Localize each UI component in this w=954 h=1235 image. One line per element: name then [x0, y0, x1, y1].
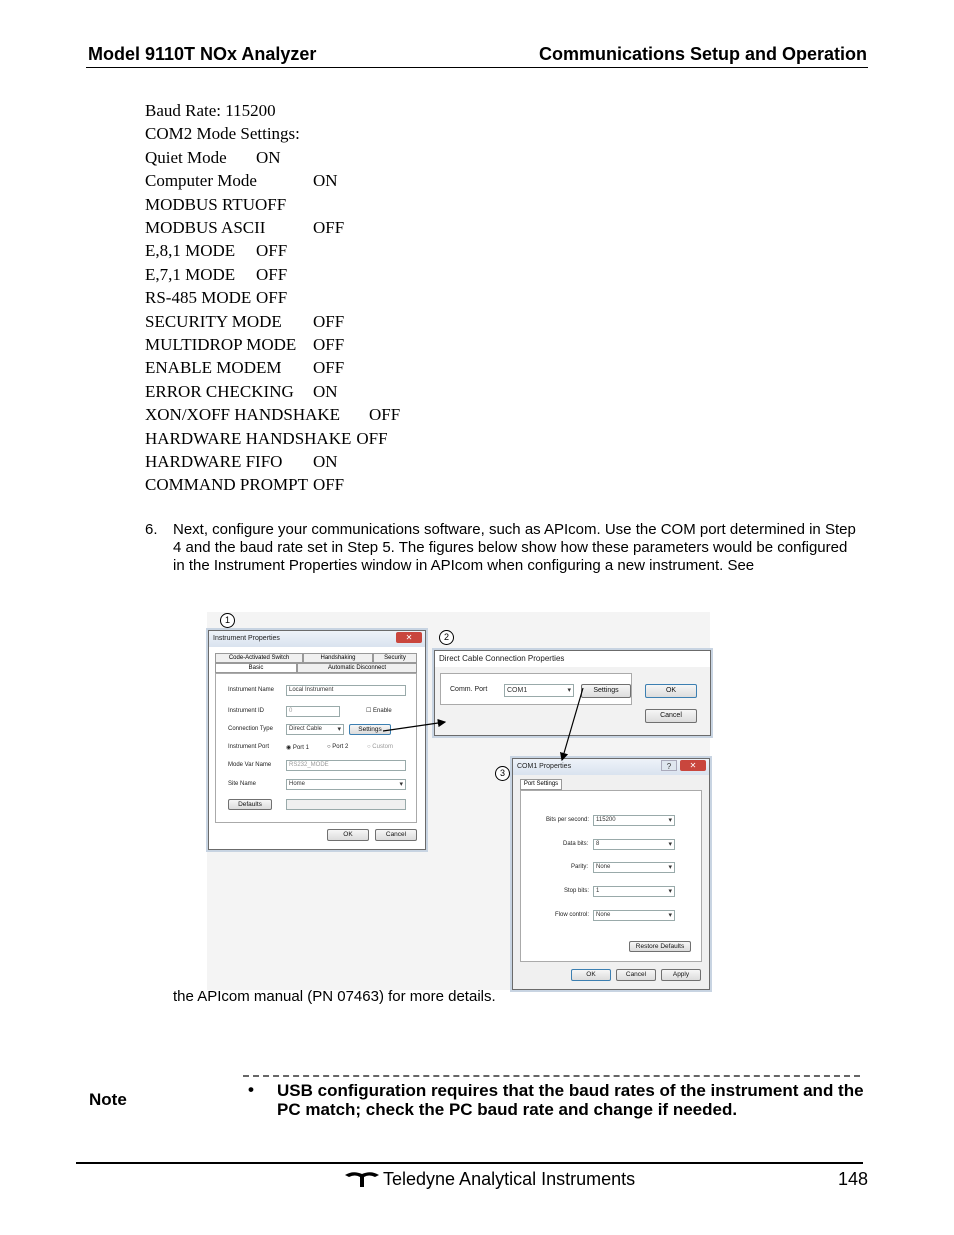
- tab-security[interactable]: Security: [373, 653, 417, 663]
- header-rule: [86, 67, 868, 68]
- marker-1: 1: [220, 613, 235, 628]
- arrow-overlay: [207, 612, 710, 990]
- tab-port-settings[interactable]: Port Settings: [520, 779, 562, 790]
- window-title: COM1 Properties: [513, 759, 709, 775]
- setting-value: OFF: [313, 358, 345, 378]
- note-bullet: •: [248, 1080, 254, 1099]
- setting-label: E,8,1 MODE: [145, 241, 236, 261]
- setting-row: [145, 124, 300, 144]
- settings-button[interactable]: Settings: [349, 724, 391, 735]
- setting-label: ERROR CHECKING: [145, 381, 294, 401]
- instrument-name-input[interactable]: Local Instrument: [286, 685, 406, 696]
- setting-label: COM2 Mode Settings:: [145, 124, 300, 144]
- flow-control-select[interactable]: None ▾: [593, 910, 675, 921]
- setting-value: OFF: [256, 264, 288, 284]
- arrow-2-to-3: [562, 688, 583, 760]
- setting-value: OFF: [313, 218, 345, 237]
- setting-row: [145, 358, 345, 378]
- note-label: Note: [89, 1090, 127, 1109]
- setting-value: OFF: [369, 405, 401, 425]
- instrument-port-label: Instrument Port: [228, 744, 270, 750]
- bits-per-second-select[interactable]: 115200 ▾: [593, 815, 675, 826]
- apicom-figure: [207, 612, 710, 990]
- header-title-left: Model 9110T NOx Analyzer: [88, 44, 317, 64]
- tab-code-activated-switch[interactable]: Code-Activated Switch: [215, 653, 303, 663]
- setting-row: [145, 101, 276, 121]
- help-icon[interactable]: ?: [661, 760, 677, 771]
- setting-label: HARDWARE HANDSHAKE: [145, 428, 352, 448]
- window-title: Direct Cable Connection Properties: [435, 651, 710, 667]
- setting-value: OFF: [313, 311, 345, 331]
- comm-port-label: Comm. Port: [450, 686, 488, 693]
- connection-type-label: Connection Type: [228, 726, 273, 732]
- mode-var-label: Mode Var Name: [228, 762, 272, 768]
- marker-3: 3: [495, 766, 510, 781]
- page-number: 148: [838, 1169, 869, 1189]
- setting-label: MULTIDROP MODE: [145, 335, 297, 354]
- setting-label: MODBUS RTUOFF: [145, 194, 287, 214]
- setting-label: RS-485 MODE: [145, 288, 252, 308]
- setting-label: ENABLE MODEM: [145, 358, 282, 378]
- enable-label: Enable: [373, 708, 392, 714]
- data-bits-label: Data bits:: [563, 841, 589, 847]
- instrument-name-label: Instrument Name: [228, 687, 275, 693]
- setting-row: [145, 241, 288, 261]
- flow-control-label: Flow control:: [555, 912, 590, 918]
- setting-label: E,7,1 MODE: [145, 264, 236, 284]
- setting-label: COMMAND PROMPT: [145, 475, 308, 495]
- connection-type-select[interactable]: Direct Cable ▾: [286, 724, 344, 735]
- cancel-button[interactable]: Cancel: [375, 829, 417, 841]
- cancel-button[interactable]: Cancel: [616, 969, 656, 981]
- setting-row: [145, 311, 345, 332]
- step-text: Next, configure your communications software, such as APIcom. Use the COM port determined in Step 4 and the baud rate set in Step 5. The figures below show how these parameters would be configured in the Instrument Properties window in APIcom when configuring a new instrument. See: [173, 521, 856, 574]
- ok-button[interactable]: OK: [327, 829, 369, 841]
- custom-radio[interactable]: ○ Custom: [367, 744, 393, 750]
- enable-checkbox[interactable]: ☐ Enable: [366, 708, 392, 714]
- site-name-select[interactable]: Home ▾: [286, 779, 406, 790]
- custom-label: Custom: [372, 744, 393, 750]
- step-number: 6.: [145, 521, 158, 538]
- setting-row: [145, 429, 388, 449]
- setting-label: Computer Mode: [145, 171, 257, 191]
- tab-basic[interactable]: Basic: [215, 663, 297, 673]
- instrument-id-input[interactable]: 0: [286, 706, 340, 717]
- setting-label: Baud Rate: 115200: [145, 101, 276, 120]
- port2-radio[interactable]: ○ Port 2: [327, 744, 349, 750]
- comm-port-select[interactable]: COM1 ▾: [504, 684, 574, 697]
- header-title-right: Communications Setup and Operation: [538, 44, 867, 64]
- stop-bits-label: Stop bits:: [564, 888, 590, 894]
- footer-company: Teledyne Analytical Instruments: [383, 1169, 636, 1189]
- apply-button[interactable]: Apply: [661, 969, 701, 981]
- note-text: USB configuration requires that the baud rates of the instrument and the PC match; check the PC baud rate and change if needed.: [277, 1081, 864, 1119]
- setting-row: [145, 381, 338, 402]
- data-bits-select[interactable]: 8 ▾: [593, 839, 675, 850]
- setting-row: [145, 264, 288, 285]
- cancel-button[interactable]: Cancel: [645, 709, 697, 723]
- settings-button[interactable]: Settings: [581, 684, 631, 698]
- figure-caption: the APIcom manual (PN 07463) for more details.: [173, 988, 496, 1005]
- close-icon[interactable]: ✕: [680, 760, 706, 771]
- bits-per-second-label: Bits per second:: [546, 817, 590, 823]
- setting-value: OFF: [356, 428, 388, 448]
- setting-label: SECURITY MODE: [145, 311, 282, 331]
- stop-bits-select[interactable]: 1 ▾: [593, 886, 675, 897]
- close-icon[interactable]: ✕: [396, 632, 422, 643]
- parity-label: Parity:: [571, 864, 589, 870]
- setting-value: OFF: [313, 335, 345, 354]
- tab-handshaking[interactable]: Handshaking: [303, 653, 373, 663]
- setting-label: HARDWARE FIFO: [145, 452, 283, 471]
- footer-rule: [76, 1162, 863, 1164]
- setting-label: MODBUS ASCII: [145, 218, 266, 237]
- setting-row: [145, 288, 288, 308]
- note-dashed-rule: [243, 1075, 860, 1077]
- setting-value: ON: [256, 147, 281, 167]
- setting-row: [145, 218, 345, 238]
- instrument-id-label: Instrument ID: [228, 708, 265, 714]
- parity-select[interactable]: None ▾: [593, 862, 675, 873]
- setting-value: OFF: [312, 475, 345, 495]
- port1-label: Port 1: [292, 745, 309, 751]
- port1-radio[interactable]: ◉ Port 1: [286, 745, 309, 751]
- ok-button[interactable]: OK: [645, 684, 697, 698]
- setting-value: OFF: [256, 288, 288, 308]
- setting-label: Quiet Mode: [145, 147, 227, 167]
- setting-row: [145, 452, 338, 472]
- setting-value: ON: [313, 452, 338, 471]
- setting-row: [145, 405, 401, 425]
- site-name-label: Site Name: [228, 781, 257, 787]
- window-title: Instrument Properties: [209, 631, 425, 647]
- port2-label: Port 2: [332, 744, 349, 750]
- defaults-button[interactable]: Defaults: [228, 799, 272, 810]
- setting-row: [145, 195, 286, 215]
- setting-value: ON: [313, 171, 338, 191]
- setting-row: [145, 335, 345, 355]
- setting-row: [145, 147, 281, 168]
- setting-row: [145, 475, 344, 495]
- restore-defaults-button[interactable]: Restore Defaults: [629, 941, 691, 952]
- tab-automatic-disconnect[interactable]: Automatic Disconnect: [297, 663, 417, 673]
- teledyne-logo-icon: [345, 1170, 379, 1188]
- arrow-1-to-2: [383, 722, 445, 731]
- setting-row: [145, 171, 338, 191]
- setting-label: XON/XOFF HANDSHAKE: [145, 405, 341, 425]
- setting-value: ON: [313, 381, 338, 401]
- mode-var-input[interactable]: RS232_MODE: [286, 760, 406, 771]
- ok-button[interactable]: OK: [571, 969, 611, 981]
- setting-value: OFF: [256, 241, 288, 261]
- marker-2: 2: [439, 630, 454, 645]
